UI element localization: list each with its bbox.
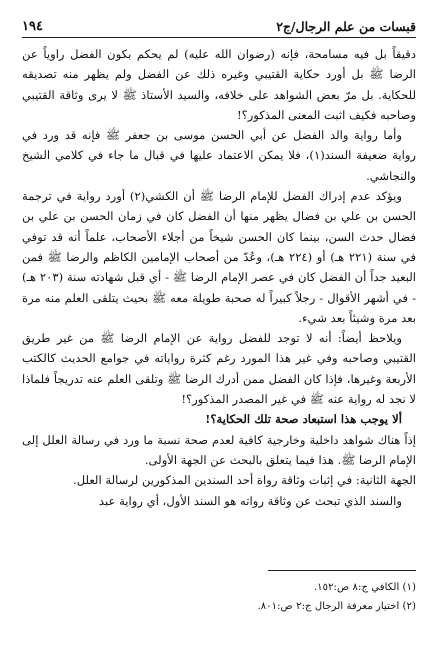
section-heading: الجهة الثانية: في إثبات وثاقة رواة أحد السندين المذكورين لرسالة العلل. [73, 473, 416, 488]
footnote-rule [268, 570, 416, 571]
paragraph: والسند الذي تبحث عن وثاقة رواته هو السند الأول، أي رواية عبد [98, 493, 402, 508]
page-number: ١٩٤ [22, 19, 43, 34]
running-title: قبسات من علم الرجال/ج٢ [276, 19, 416, 34]
footnotes [22, 578, 416, 616]
header-rule [22, 37, 416, 38]
paragraph: دقيقاً بل فيه مسامحة، فإنه (رضوان الله عليه) لم يحكم بكون الفضل راوياً عن الرضا ﷺ بل أورد حكاية القتيبي وغيره ذلك عن الفضل ولم يظهر منه تصديقه للحكاية. بل مرّ بعض الشواهد على خلافه، والسيد الأستاذ ﷺ لا يرى وثاقة القتيبي وصاحبه فكيف اثبت المعنى المذكور؟! [22, 47, 417, 122]
paragraph: ويلاحظ أيضاً: أنه لا توجد للفضل رواية عن الإمام الرضا ﷺ من غير طريق القتيبي وصاحبه وفي غير هذا المورد رغم كثرة رواياته في جوامع الحديث كالكتب الأربعة وغيرها، فإذا كان الفضل ممن أدرك الرضا ﷺ وتلقى العلم عنه تدريجاً فلماذا لا نجد له رواية عنه ﷺ في غير المصدر المذكور؟! [22, 331, 416, 407]
footnote: (٢) اختيار معرفة الرجال ج:٢ ص:٨٠١. [257, 601, 416, 612]
footnote: (١) الكافي ج:٨ ص:١٥٢. [313, 582, 416, 593]
body-text [22, 44, 416, 511]
question-line: ألا يوجب هذا استبعاد صحة تلك الحكاية؟! [205, 412, 402, 427]
book-page [22, 12, 416, 640]
paragraph: ويؤكد عدم إدراك الفضل للإمام الرضا ﷺ أن الكشي(٢) أورد رواية في ترجمة الحسن بن علي بن فضال يظهر منها أن الفضل كان في زمان الحسن بن علي بن فضال حدث السن، بينما كان الحسن شيخاً من أجلاء الأصحاب، علماً أنه قد توفي في سنة (٢٢١ هـ) أو (٢٢٤ هـ)، وعُدّ من أصحاب الإمامين الكاظم والرضا ﷺ فمن البعيد جداً أن الفضل كان في عصر الإمام الرضا ﷺ - أي قبل شهادته سنة (٢٠٣ هـ) - في أشهر الأقوال - رجلاً كبيراً له صحبة طويلة معه ﷺ بحيث يتلقى العلم منه مرة بعد مرة وشيئاً بعد شيء. [22, 189, 416, 325]
paragraph: وأما رواية والد الفضل عن أبي الحسن موسى بن جعفر ﷺ فإنه قد ورد في رواية ضعيفة السند(١)، فلا يمكن الاعتماد عليها في قبال ما جاء في كلامي الشيخ والنجاشي. [22, 128, 417, 183]
paragraph: إذاً هناك شواهد داخلية وخارجية كافية لعدم صحة نسبة ما ورد في رسالة العلل إلى الإمام الرضا ﷺ. هذا فيما يتعلق بالبحث عن الجهة الأولى. [22, 432, 416, 467]
running-header [22, 12, 416, 34]
